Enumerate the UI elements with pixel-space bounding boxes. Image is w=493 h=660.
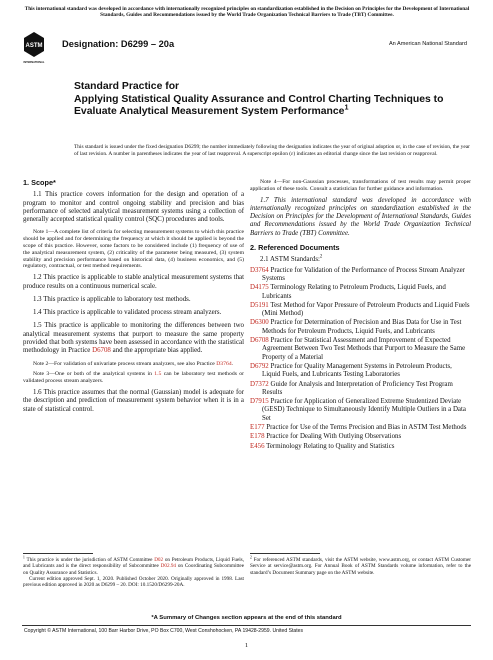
reference-title: Practice for Quality Management Systems in Petroleum Products, Liquid Fuels, and Lubricants Testing Laboratories <box>262 362 452 379</box>
astm-logo-icon <box>23 31 45 65</box>
reference-code-link[interactable]: D6300 <box>250 319 269 327</box>
reference-title: Test Method for Vapor Pressure of Petroleum Products and Liquid Fuels (Mini Method) <box>262 301 470 318</box>
para-1-5-tail: and the appropriate bias applied. <box>110 347 203 355</box>
fn1-text-b: on Petroleum Products, Liquid Fuels, and Lubricants and is the direct responsibility of Subcommittee <box>23 557 245 570</box>
reference-item <box>250 337 471 362</box>
refs-subheading <box>250 256 471 264</box>
para-1-4: 1.4 This practice is applicable to validated process stream analyzers. <box>33 309 222 317</box>
reference-code-link[interactable]: D5191 <box>250 301 269 309</box>
designation: Designation: D6299 – 20a <box>62 39 175 49</box>
title-line-1: Standard Practice for <box>74 81 180 92</box>
link-d02-94[interactable]: D02.94 <box>160 563 177 570</box>
reference-code-link[interactable]: E456 <box>250 442 265 450</box>
footnote-rule-right <box>250 553 320 554</box>
para-1-3: 1.3 This practice is applicable to laboratory test methods. <box>33 295 191 303</box>
document-title <box>74 81 454 119</box>
svg-text:INTERNATIONAL: INTERNATIONAL <box>23 61 45 64</box>
reference-title: Practice for Application of Generalized Extreme Studentized Deviate (GESD) Technique to Simultaneously Identify Multiple Outliers in a Data Set <box>262 398 466 422</box>
reference-title: Terminology Relating to Petroleum Products, Liquid Fuels, and Lubricants <box>262 284 446 300</box>
reference-item <box>250 381 471 398</box>
reference-code-link[interactable]: D6708 <box>250 337 269 345</box>
reference-code-link[interactable]: E177 <box>250 424 265 432</box>
reference-title: Practice for Use of the Terms Precision and Bias in ASTM Test Methods <box>264 424 467 432</box>
footnote-2: $^2$ For referenced ASTM standards, visit the ASTM website, www.astm.org, or contact ASTM Customer Service at service@astm.org. For Annual Book of ASTM Standards volume information, refer to the standard’s Document Summary page on the ASTM website. <box>250 555 471 576</box>
international-standard-notice: This international standard was developed in accordance with internationally recognized principles on standardization established in the Decision on Principles for the Development of International Standards, Guides and Recommendations issued by the World Trade Organization Technical Barriers to Trade (TBT) Committee. <box>24 6 470 19</box>
left-column <box>23 179 244 419</box>
para-1-5-text: 1.5 This practice is applicable to monitoring the differences between two analytical measurement systems that purport to measure the same property provided that both systems have been assessed in accordance with the statistical methodology in Practice <box>23 322 244 355</box>
para-1-1: 1.1 This practice covers information for the design and operation of a program to monitor and control ongoing stability and precision and bias performance of selected analytical measurement systems using a collection of generally accepted statistical quality control (SQC) procedures and tools. <box>23 191 244 224</box>
refs-sub-label: 2.1 ASTM Standards: <box>260 256 320 264</box>
page-number: 1 <box>244 642 249 649</box>
note-2-text: Note 2—For validation of univariate process stream analyzers, see also Practice <box>33 360 217 367</box>
reference-title: Terminology Relating to Quality and Statistics <box>264 442 395 450</box>
title-line-2: Applying Statistical Quality Assurance and Control Charting Techniques to Evaluate Analytical Measurement System Performance <box>74 93 444 118</box>
reference-title: Practice for Dealing With Outlying Observations <box>264 433 402 441</box>
reference-code-link[interactable]: D3764 <box>250 266 269 274</box>
reference-title: Guide for Analysis and Interpretation of Proficiency Test Program Results <box>262 380 453 396</box>
note-2-tail: . <box>231 360 234 367</box>
ans-label: An American National Standard <box>388 41 467 47</box>
link-d3764[interactable]: D3764 <box>216 360 232 367</box>
footnote-rule-left <box>23 553 93 554</box>
reference-item <box>250 363 471 380</box>
reference-item <box>250 398 471 423</box>
note-4: Note 4—For non-Gaussian processes, transformations of test results may permit proper application of these tools. Consult a statistician for further guidance and information. <box>250 179 471 192</box>
right-column <box>250 179 471 452</box>
issue-statement: This standard is issued under the fixed designation D6299; the number immediately following the designation indicates the year of original adoption or, in the case of revision, the year of last revision. A number in parentheses indicates the year of last reapproval. A superscript epsilon (ε) indicates an editorial change since the last revision or reapproval. <box>74 144 470 157</box>
para-1-6: 1.6 This practice assumes that the normal (Gaussian) model is adequate for the description and prediction of measurement system behavior when it is in a state of statistical control. <box>23 389 244 413</box>
reference-item <box>250 267 471 284</box>
reference-code-link[interactable]: E178 <box>250 433 265 441</box>
summary-of-changes-note: *A Summary of Changes section appears at the end of this standard <box>151 615 342 621</box>
note-3-text: Note 3—One or both of the analytical systems in <box>33 371 155 378</box>
para-1-5 <box>23 322 244 355</box>
reference-item <box>250 319 471 336</box>
reference-item <box>250 424 471 432</box>
reference-code-link[interactable]: D7372 <box>250 380 269 388</box>
para-1-7: 1.7 This international standard was developed in accordance with internationally recognized principles on standardization established in the Decision on Principles for the Development of International Standards, Guides and Recommendations issued by the World Trade Organization Technical Barriers to Trade (TBT) Committee. <box>250 196 471 237</box>
note-3-tail: can be laboratory test methods or validated process stream analyzers. <box>23 371 244 385</box>
svg-text:ASTM: ASTM <box>25 43 43 49</box>
fn2-text: For referenced ASTM standards, visit the ASTM website, www.astm.org, or contact ASTM Customer Service at service@astm.org. For Annual Book of ASTM Standards volume information, refer to the standard’s Document Summary page on the ASTM website. <box>250 557 471 576</box>
reference-list <box>250 267 471 451</box>
scope-heading: 1. Scope* <box>23 178 56 187</box>
reference-title: Practice for Validation of the Performance of Process Stream Analyzer Systems <box>262 266 465 282</box>
note-3 <box>23 371 244 385</box>
fn1-text-a: This practice is under the jurisdiction of ASTM Committee <box>26 557 155 563</box>
note-1: Note 1—A complete list of criteria for selecting measurement systems to which this practice should be applied and for determining the frequency at which it should be applied is beyond the scope of this practice. However, some factors to be considered include (1) frequency of use of the analytical measurement system, (2) criticality of the parameter being measured, (3) system stability and precision performance based on historical data, (4) business economics, and (5) regulatory, contractual, or test method requirements. <box>23 229 244 270</box>
reference-code-link[interactable]: D7915 <box>250 398 269 406</box>
note-2 <box>23 361 244 368</box>
reference-item <box>250 284 471 301</box>
bottom-rule <box>22 625 471 626</box>
link-d02[interactable]: D02 <box>154 557 164 563</box>
reference-code-link[interactable]: D4175 <box>250 284 269 292</box>
reference-item <box>250 302 471 319</box>
footnote-1: $^1$ This practice is under the jurisdiction of ASTM Committee D02 on Petroleum Products, Liquid Fuels, and Lubricants and is the direct responsibility of Subcommittee D02.94 on Coordinating Subcommittee on Quality Assurance and Statistics. Current edition approved Sept. 1, 2020. Published October 2020. Originally approved in 1998. Last previous edition approved in 2020 as D6299 – 20. DOI: 10.1520/D6299-20A. <box>23 555 245 589</box>
link-1-5[interactable]: 1.5 <box>154 371 162 378</box>
para-1-2: 1.2 This practice is applicable to stable analytical measurement systems that produce results on a continuous numerical scale. <box>23 274 244 290</box>
title-footnote-mark: 1 <box>344 102 349 112</box>
link-d6708[interactable]: D6708 <box>92 347 111 355</box>
reference-item <box>250 443 471 451</box>
refs-sub-mark: 2 <box>319 255 323 261</box>
reference-title: Practice for Statistical Assessment and Improvement of Expected Agreement Between Two Test Methods that Purport to Measure the Same Property of a Material <box>262 337 466 361</box>
fn1-text-c: on Coordinating Subcommittee on Quality Assurance and Statistics. <box>23 563 244 576</box>
reference-code-link[interactable]: D6792 <box>250 362 269 370</box>
copyright: Copyright © ASTM International, 100 Barr Harbor Drive, PO Box C700, West Conshohocken, PA 19428-2959. United States <box>24 628 304 634</box>
fn1-edition: Current edition approved Sept. 1, 2020. Published October 2020. Originally approved in 1998. Last previous edition approved in 2020 as D6299 – 20. DOI: 10.1520/D6299-20A. <box>23 575 244 589</box>
reference-item <box>250 433 471 441</box>
reference-title: Practice for Determination of Precision and Bias Data for Use in Test Methods for Petroleum Products, Liquid Fuels, and Lubricants <box>262 319 462 335</box>
refs-heading: 2. Referenced Documents <box>250 243 340 253</box>
